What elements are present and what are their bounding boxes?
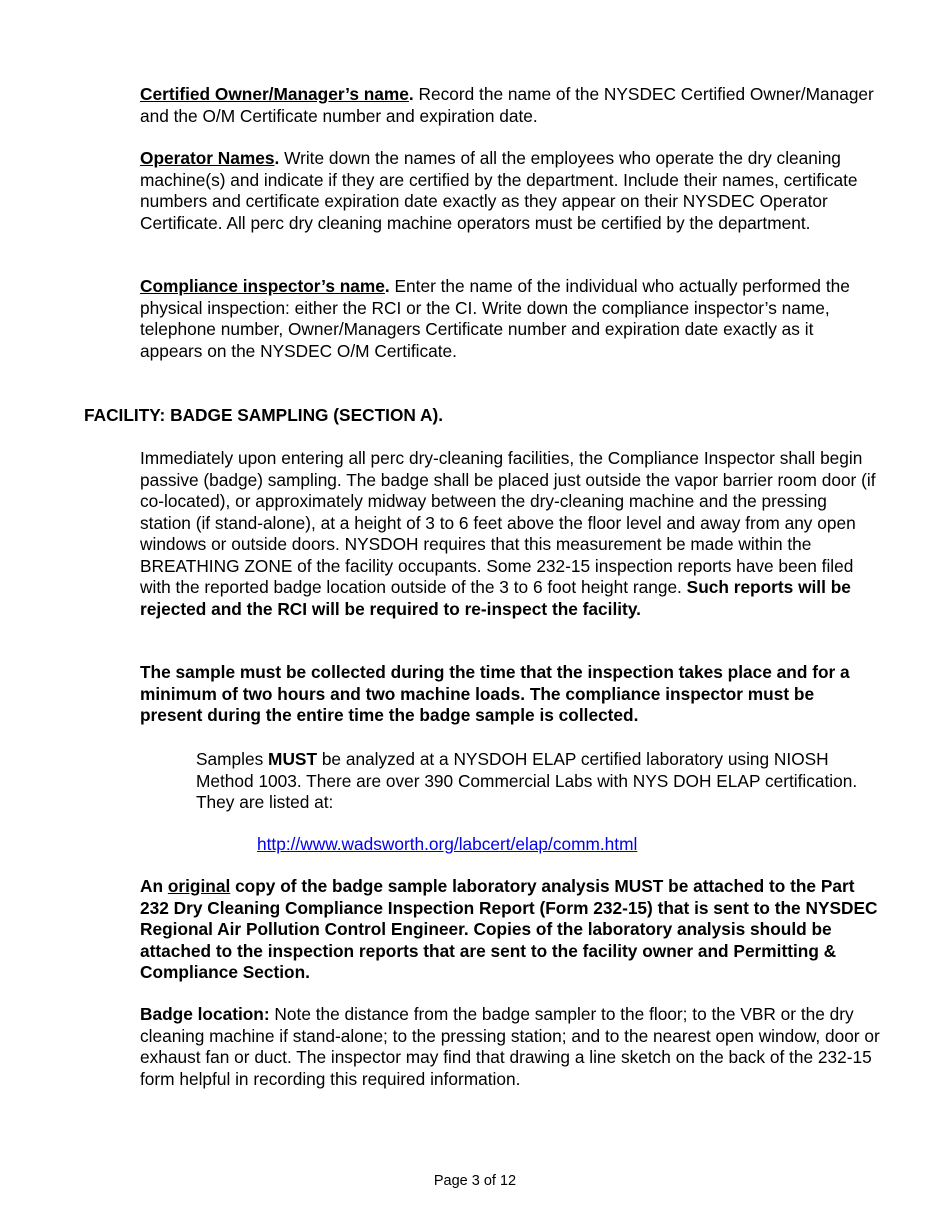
inspector-name-text: Enter the name of the individual who actually performed the physical inspection: either the RCI or the CI. Write down the compliance inspector’s name, telephone number, Owner/Managers Certificate number and expiration date exactly as it appears on the NYSDEC O/M Certificate. [140,276,850,361]
operator-names-period: . [274,148,280,168]
original-copy-post: copy of the badge sample laboratory analysis MUST be attached to the Part 232 Dry Cleaning Compliance Inspection Report (Form 232-15) that is sent to the NYSDEC Regional Air Pollution Control Engineer. Copies of the laboratory analysis should be attached to the inspection reports that are sent to the facility owner and Permitting & Compliance Section. [140,876,878,982]
page-number: Page 3 of 12 [433,1173,517,1189]
inspector-name-period: . [384,276,390,296]
immediately-text: Immediately upon entering all perc dry-cleaning facilities, the Compliance Inspector shall begin passive (badge) sampling. The badge shall be placed just outside the vapor barrier room door (if co-located), or approximately midway between the dry-cleaning machine and the pressing station (if stand-alone), at a height of 3 to 6 feet above the floor level and away from any open windows or outside doors. NYSDOH requires that this measurement be made within the BREATHING ZONE of the facility occupants. Some 232-15 inspection reports have been filed with the reported badge location outside of the 3 to 6 foot height range. [140,448,876,597]
paragraph-operator-names [140,148,880,234]
paragraph-original-copy [140,876,880,984]
paragraph-owner-manager [140,84,880,127]
inspector-name-lead: Compliance inspector’s name [140,276,385,296]
operator-names-lead: Operator Names [140,148,275,168]
badge-location-text: Note the distance from the badge sampler to the floor; to the VBR or the dry cleaning machine if stand-alone; to the pressing station; and to the nearest open window, door or exhaust fan or duct. The inspector may find that drawing a line sketch on the back of the 232-15 form helpful in recording this required information. [140,1004,880,1089]
owner-manager-lead: Certified Owner/Manager’s name [140,84,409,104]
paragraph-badge-location [140,1004,880,1090]
immediately-bold: Such reports will be rejected and the RCI will be required to re-inspect the facility. [140,577,851,619]
section-heading: FACILITY: BADGE SAMPLING (SECTION A). [84,405,444,425]
analysis-pre: Samples [196,749,269,769]
paragraph-inspector-name [140,276,880,362]
analysis-post: be analyzed at a NYSDOH ELAP certified laboratory using NIOSH Method 1003. There are over 390 Commercial Labs with NYS DOH ELAP certification. They are listed at: [196,749,858,812]
owner-manager-period: . [408,84,414,104]
original-copy-pre: An [140,876,168,896]
analysis-must: MUST [268,749,318,769]
paragraph-analysis [196,749,876,814]
original-copy-underlined: original [167,876,231,896]
paragraph-sample-collection: The sample must be collected during the time that the inspection takes place and for a minimum of two hours and two machine loads. The compliance inspector must be present during the entire time the badge sample is collected. [140,662,850,725]
badge-location-lead: Badge location: [140,1004,270,1024]
paragraph-immediately [140,448,880,620]
operator-names-text: Write down the names of all the employees who operate the dry cleaning machine(s) and indicate if they are certified by the department. Include their names, certificate numbers and certificate expiration date exactly as they appear on their NYSDEC Operator Certificate. All perc dry cleaning machine operators must be certified by the department. [140,148,858,233]
owner-manager-text: Record the name of the NYSDEC Certified Owner/Manager and the O/M Certificate number and expiration date. [140,84,874,126]
elap-labs-link[interactable]: http://www.wadsworth.org/labcert/elap/comm.html [257,834,638,854]
